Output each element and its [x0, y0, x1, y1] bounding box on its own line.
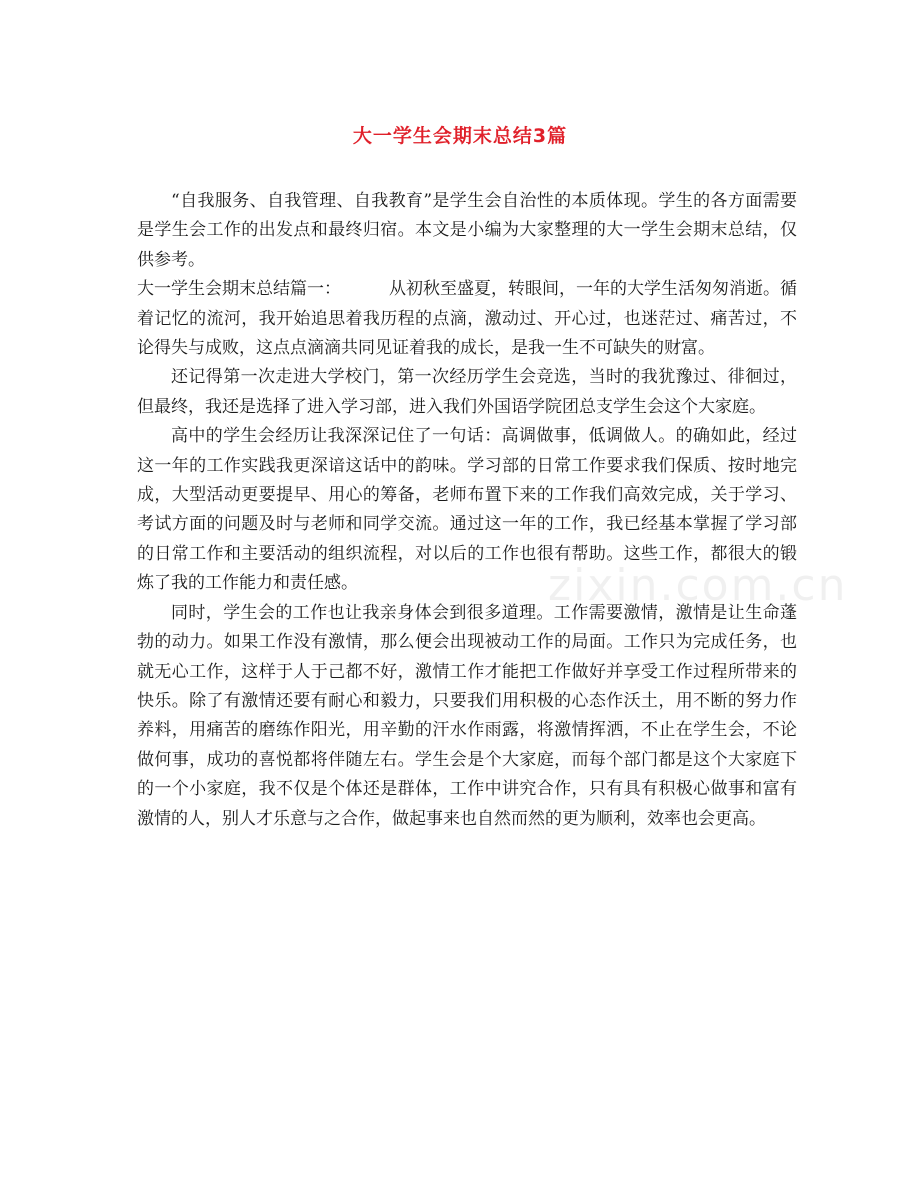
document-title: 大一学生会期末总结3篇 [352, 125, 568, 147]
paragraph-3: 还记得第一次走进大学校门，第一次经历学生会竞选，当时的我犹豫过、徘徊过，但最终，我还是选择了进入学习部，进入我们外国语学院团总支学生会这个大家庭。 [137, 367, 797, 417]
paragraph-5: 同时，学生会的工作也让我亲身体会到很多道理。工作需要激情，激情是让生命蓬勃的动力。如果工作没有激情，那么便会出现被动工作的局面。工作只为完成任务，也就无心工作，这样于人于己都不好，激情工作才能把工作做好并享受工作过程所带来的快乐。除了有激情还要有耐心和毅力，只要我们用积极的心态作沃土，用不断的努力作养料，用痛苦的磨练作阳光，用辛勤的汗水作雨露，将激情挥洒，不止在学生会，不论做何事，成功的喜悦都将伴随左右。学生会是个大家庭，而每个部门都是这个大家庭下的一个小家庭，我不仅是个体还是群体，工作中讲究合作，只有具有积极心做事和富有激情的人，别人才乐意与之合作，做起事来也自然而然的更为顺利，效率也会更高。 [137, 602, 797, 829]
section-heading: 大一学生会期末总结篇一： [137, 279, 341, 300]
watermark-text: zixin.com.cn [548, 560, 848, 611]
paragraph-section-1 [137, 275, 797, 363]
document-body [137, 187, 797, 834]
section-1-text: 从初秋至盛夏，转眼间，一年的大学生活匆匆消逝。循着记忆的流河，我开始追思着我历程的点滴，激动过、开心过，也迷茫过、痛苦过，不论得失与成败，这点点滴滴共同见证着我的成长，是我一生不可缺失的财富。 [137, 279, 797, 359]
paragraph-intro: “自我服务、自我管理、自我教育”是学生会自治性的本质体现。学生的各方面需要是学生会工作的出发点和最终归宿。本文是小编为大家整理的大一学生会期末总结，仅供参考。 [137, 191, 797, 270]
paragraph-4: 高中的学生会经历让我深深记住了一句话：高调做事，低调做人。的确如此，经过这一年的工作实践我更深谙这话中的韵味。学习部的日常工作要求我们保质、按时地完成，大型活动更要提早、用心的筹备，老师布置下来的工作我们高效完成，关于学习、考试方面的问题及时与老师和同学交流。通过这一年的工作，我已经基本掌握了学习部的日常工作和主要活动的组织流程，对以后的工作也很有帮助。这些工作，都很大的锻炼了我的工作能力和责任感。 [137, 426, 797, 594]
